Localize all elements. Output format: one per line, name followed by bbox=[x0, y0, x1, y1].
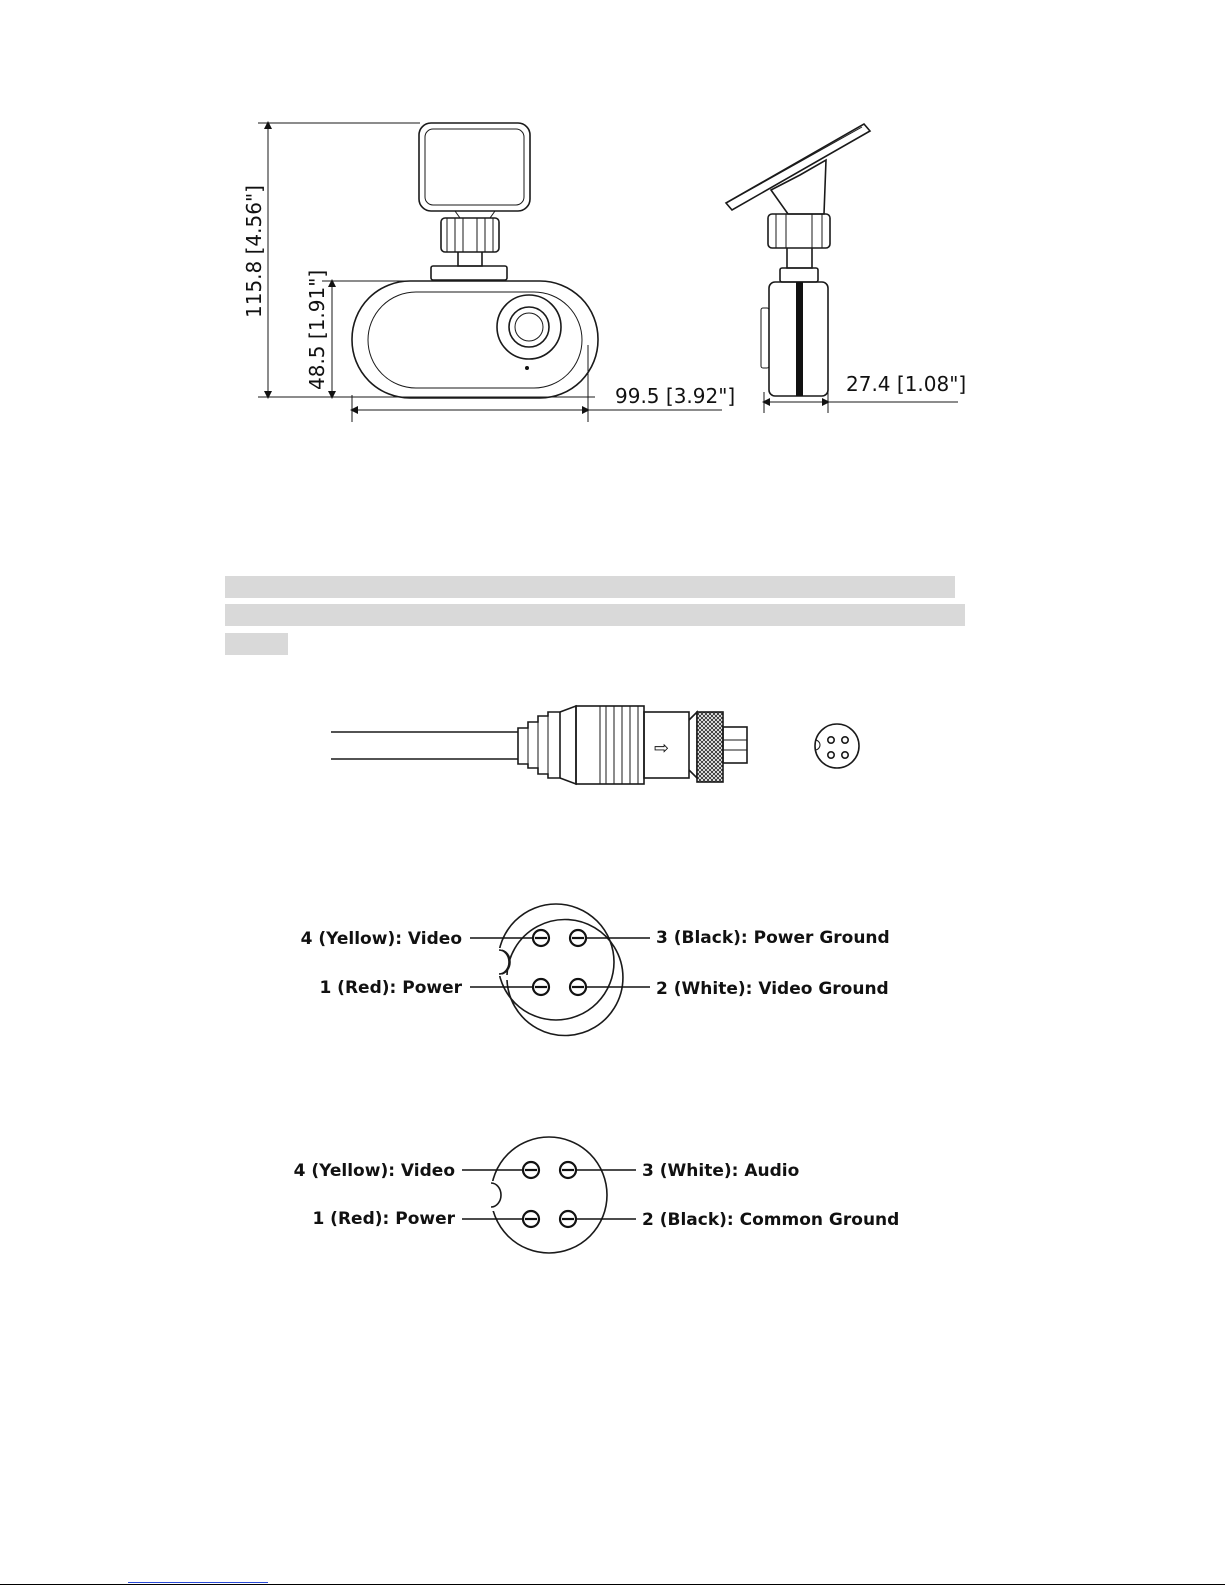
pinout-audio-diagram bbox=[462, 1137, 636, 1253]
pinout-video-diagram bbox=[470, 904, 650, 1035]
arrow-icon: ⇨ bbox=[654, 738, 670, 759]
pin-label: 3 (Black): Power Ground bbox=[656, 928, 890, 948]
total-height-label: 115.8 [4.56"] bbox=[242, 185, 266, 318]
pin-label: 1 (Red): Power bbox=[319, 978, 462, 998]
footnote-link-rule[interactable] bbox=[128, 1582, 268, 1583]
body-height-label: 48.5 [1.91"] bbox=[305, 269, 329, 390]
width-label: 99.5 [3.92"] bbox=[615, 384, 736, 408]
redacted-caption-line bbox=[225, 604, 965, 626]
cable-connector-drawing bbox=[331, 706, 859, 784]
pin-label: 4 (Yellow): Video bbox=[300, 929, 462, 949]
pin-label: 3 (White): Audio bbox=[642, 1161, 800, 1181]
pin-label: 2 (White): Video Ground bbox=[656, 979, 889, 999]
pin-label: 4 (Yellow): Video bbox=[293, 1161, 455, 1181]
pin-label: 2 (Black): Common Ground bbox=[642, 1210, 900, 1230]
redacted-caption-line bbox=[225, 576, 955, 598]
redacted-caption-line bbox=[225, 633, 288, 655]
depth-label: 27.4 [1.08"] bbox=[846, 372, 967, 396]
pin-label: 1 (Red): Power bbox=[312, 1209, 455, 1229]
camera-front-view bbox=[352, 123, 598, 398]
camera-side-view bbox=[726, 124, 870, 396]
